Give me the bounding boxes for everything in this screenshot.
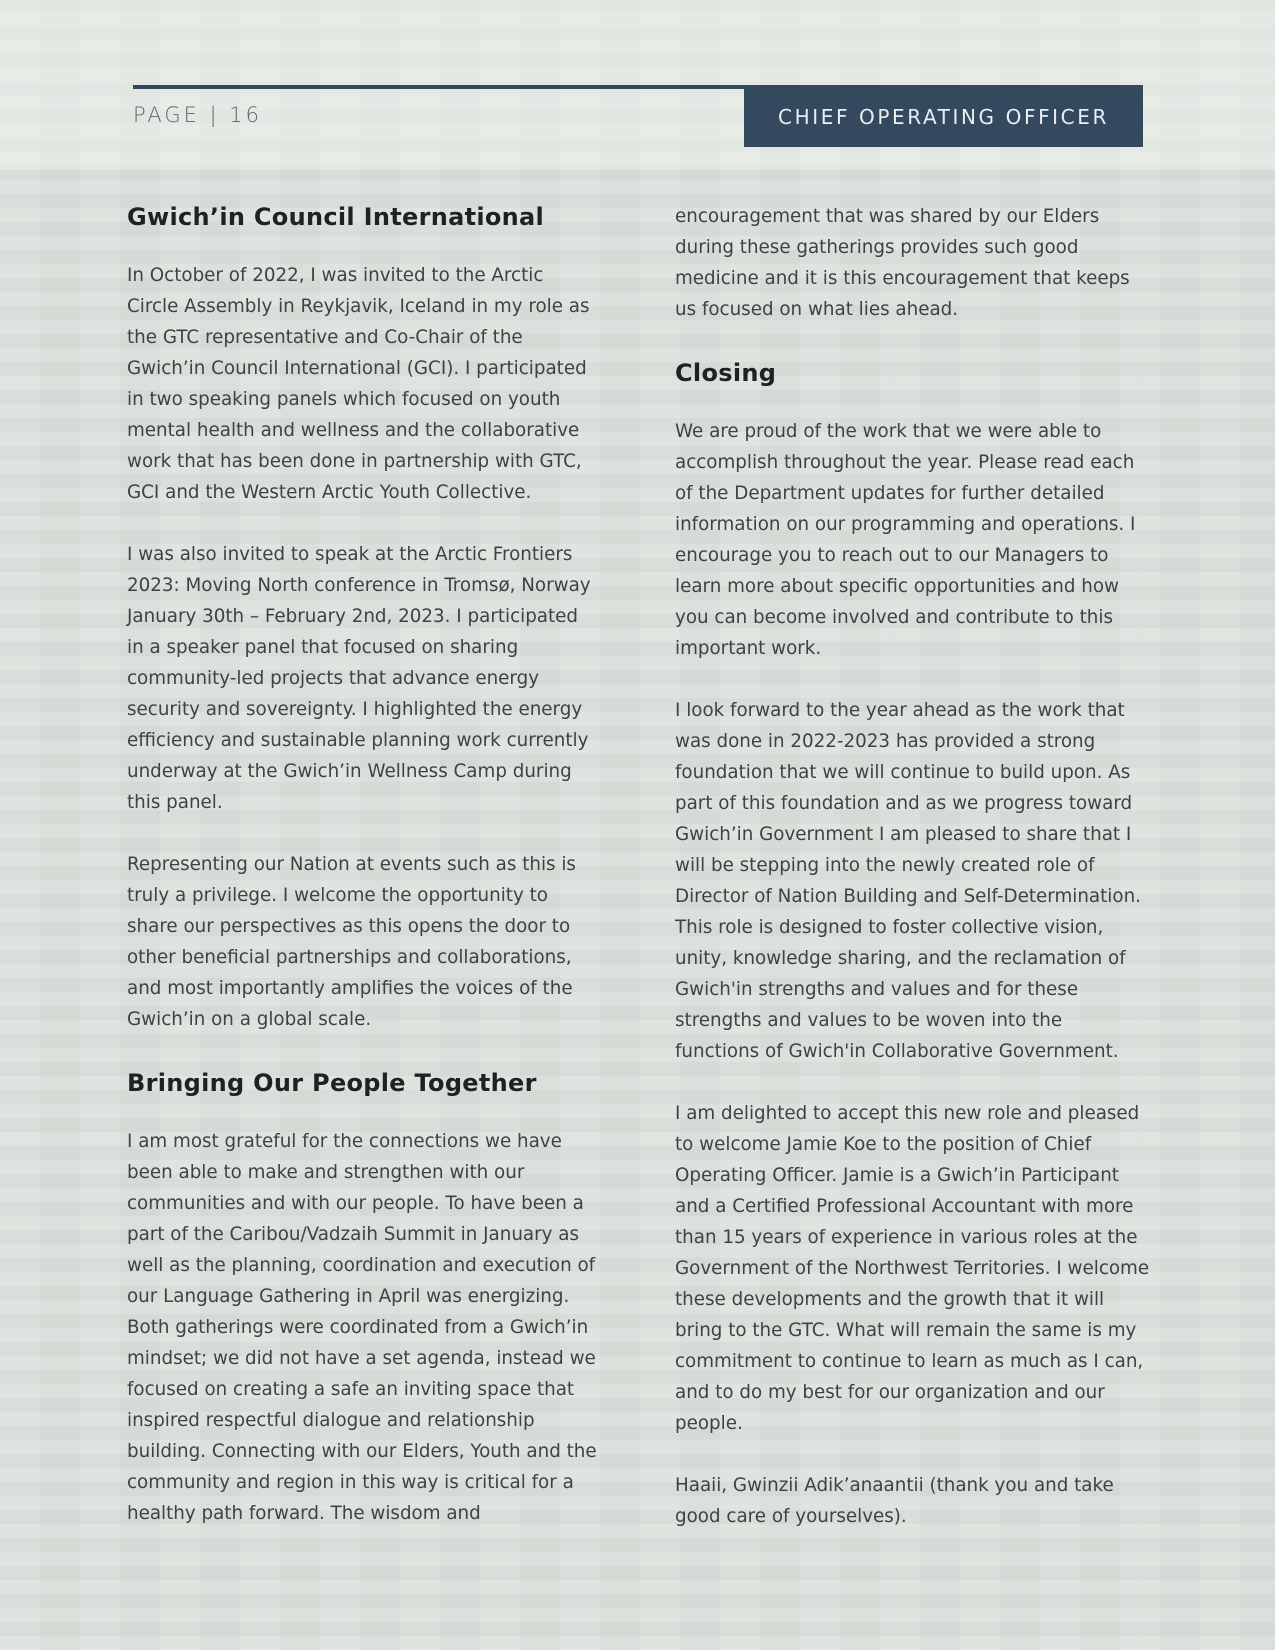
paragraph-proud-of-work: We are proud of the work that we were able to accomplish throughout the year. Please read each of the Department updates for further detailed information on our programming and operations. I encourage you to reach out to our Managers to learn more about specific opportunities and how you can become involved and contribute to this important work. bbox=[675, 421, 1136, 659]
left-column bbox=[127, 200, 597, 1560]
heading-gwichin-council: Gwich’in Council International bbox=[127, 203, 545, 231]
paragraph-year-ahead: I look forward to the year ahead as the work that was done in 2022-2023 has provided a strong foundation that we will continue to build upon. As part of this foundation and as we progress toward Gwich’in Government I am pleased to share that I will be stepping into the newly created role of Director of Nation Building and Self-Determination. This role is designed to foster collective vision, unity, knowledge sharing, and the reclamation of Gwich'in strengths and values and for these strengths and values to be woven into the functions of Gwich'in Collaborative Government. bbox=[675, 700, 1141, 1062]
paragraph-arctic-circle: In October of 2022, I was invited to the Arctic Circle Assembly in Reykjavik, Iceland in my role as the GTC representative and Co-Chair of the Gwich’in Council International (GCI). I participated in two speaking panels which focused on youth mental health and wellness and the collaborative work that has been done in partnership with GTC, GCI and the Western Arctic Youth Collective. bbox=[127, 265, 590, 503]
paragraph-new-role: I am delighted to accept this new role and pleased to welcome Jamie Koe to the position of Chief Operating Officer. Jamie is a Gwich’in Participant and a Certified Professional Accountant with more than 15 years of experience in various roles at the Government of the Northwest Territories. I welcome these developments and the growth that it will bring to the GTC. What will remain the same is my commitment to continue to learn as much as I can, and to do my best for our organization and our people. bbox=[675, 1103, 1150, 1434]
paragraph-arctic-frontiers: I was also invited to speak at the Arctic Frontiers 2023: Moving North conference in Tromsø, Norway January 30th – February 2nd, 2023. I participated in a speaker panel that focused on sharing community-led projects that advance energy security and sovereignty. I highlighted the energy efficiency and sustainable planning work currently underway at the Gwich’in Wellness Camp during this panel. bbox=[127, 544, 591, 813]
paragraph-representing-nation: Representing our Nation at events such as this is truly a privilege. I welcome the opportunity to share our perspectives as this opens the door to other beneficial partnerships and collaborations, and most importantly amplifies the voices of the Gwich’in on a global scale. bbox=[127, 854, 576, 1030]
page-number: PAGE | 16 bbox=[133, 103, 263, 127]
paragraph-thank-you: Haaii, Gwinzii Adik’anaantii (thank you and take good care of yourselves). bbox=[675, 1475, 1114, 1527]
section-title-banner bbox=[744, 86, 1143, 147]
paragraph-encouragement-continued: encouragement that was shared by our Elders during these gatherings provides such good medicine and it is this encouragement that keeps us focused on what lies ahead. bbox=[675, 206, 1130, 320]
section-title: CHIEF OPERATING OFFICER bbox=[778, 104, 1109, 129]
paragraph-connections: I am most grateful for the connections we have been able to make and strengthen with our communities and with our people. To have been a part of the Caribou/Vadzaih Summit in January as well as the planning, coordination and execution of our Language Gathering in April was energizing. Both gatherings were coordinated from a Gwich’in mindset; we did not have a set agenda, instead we focused on creating a safe an inviting space that inspired respectful dialogue and relationship building. Connecting with our Elders, Youth and the community and region in this way is critical for a healthy path forward. The wisdom and bbox=[127, 1131, 597, 1524]
heading-bringing-people-together: Bringing Our People Together bbox=[127, 1069, 537, 1097]
right-column bbox=[675, 201, 1150, 1563]
heading-closing: Closing bbox=[675, 359, 777, 387]
